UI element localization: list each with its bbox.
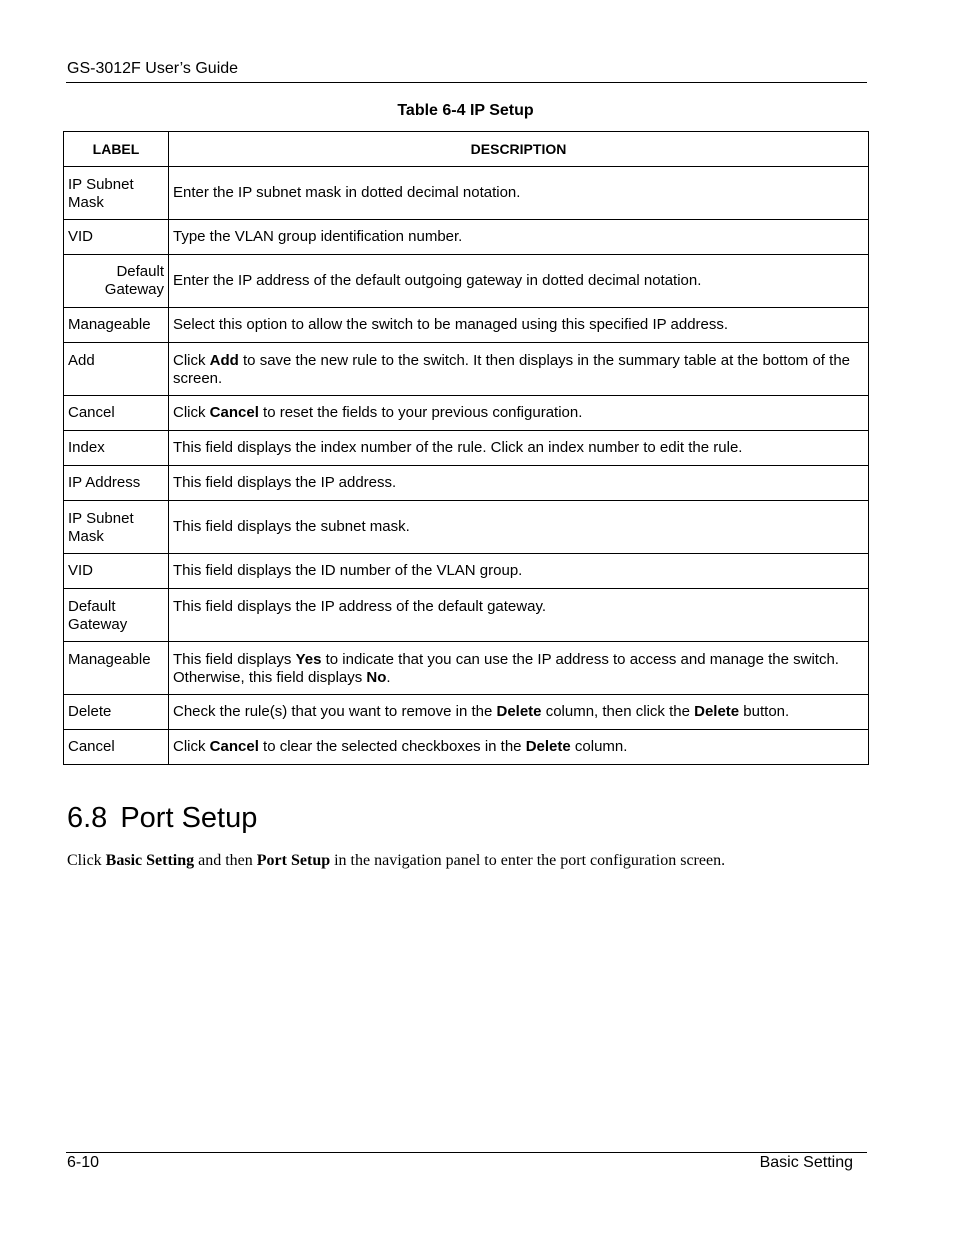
table-row [64, 695, 869, 730]
row-label: VID [64, 554, 169, 589]
row-label: IP Subnet Mask [64, 501, 169, 554]
desc-bold: Add [209, 352, 239, 369]
table-row [64, 554, 869, 589]
row-description [169, 466, 869, 501]
desc-text: column. [570, 738, 628, 755]
section-number: 6.8 [67, 802, 108, 835]
table-row [64, 642, 869, 695]
row-label: Manageable [64, 308, 169, 343]
table-row [64, 220, 869, 255]
row-label: Default Gateway [64, 589, 169, 642]
para-bold: Port Setup [256, 852, 331, 869]
row-label: Cancel [64, 396, 169, 431]
desc-text: Type the VLAN group identification number. [173, 228, 463, 245]
row-description [169, 589, 869, 642]
desc-text: This field displays [173, 651, 296, 668]
row-description [169, 501, 869, 554]
row-description [169, 167, 869, 220]
table-row [64, 255, 869, 308]
table-row [64, 501, 869, 554]
column-header-label: LABEL [64, 132, 169, 167]
table-row [64, 308, 869, 343]
desc-text: Enter the IP address of the default outgoing gateway in dotted decimal notation. [173, 272, 702, 289]
header-divider [66, 82, 867, 83]
footer-divider [66, 1152, 867, 1153]
desc-text: This field displays the index number of the rule. Click an index number to edit the rule. [173, 439, 743, 456]
desc-text: Check the rule(s) that you want to remove in the [173, 703, 497, 720]
column-header-description: DESCRIPTION [169, 132, 869, 167]
row-label: Manageable [64, 642, 169, 695]
desc-bold: Cancel [209, 404, 259, 421]
desc-text: Click [173, 738, 210, 755]
table-row [64, 167, 869, 220]
row-label: Cancel [64, 730, 169, 765]
footer-page-number: 6-10 [67, 1154, 100, 1171]
row-description [169, 308, 869, 343]
body-paragraph [67, 852, 867, 870]
desc-text: This field displays the IP address. [173, 474, 397, 491]
para-text: in the navigation panel to enter the port configuration screen. [330, 852, 726, 869]
desc-text: This field displays the ID number of the VLAN group. [173, 562, 523, 579]
desc-text: button. [739, 703, 790, 720]
table-row [64, 431, 869, 466]
row-label: Delete [64, 695, 169, 730]
desc-text: to save the new rule to the switch. It then displays in the summary table at the bottom of the screen. [173, 352, 850, 387]
desc-bold: Delete [694, 703, 740, 720]
ip-setup-table [63, 131, 869, 765]
row-description [169, 730, 869, 765]
row-description [169, 255, 869, 308]
row-label: Default Gateway [64, 255, 169, 308]
row-description [169, 220, 869, 255]
desc-text: to clear the selected checkboxes in the [258, 738, 526, 755]
section-heading [67, 802, 257, 835]
para-bold: Basic Setting [105, 852, 195, 869]
footer-chapter-title: Basic Setting [759, 1154, 853, 1171]
table-row [64, 343, 869, 396]
section-title: Port Setup [120, 802, 258, 835]
desc-text: Enter the IP subnet mask in dotted decimal notation. [173, 184, 521, 201]
desc-bold: Cancel [209, 738, 259, 755]
desc-text: . [386, 669, 391, 686]
desc-text: to reset the fields to your previous configuration. [258, 404, 583, 421]
row-description [169, 431, 869, 466]
desc-bold: Delete [496, 703, 542, 720]
table-caption: Table 6-4 IP Setup [397, 102, 534, 119]
table-row [64, 466, 869, 501]
desc-bold: Delete [525, 738, 571, 755]
desc-text: This field displays the IP address of the default gateway. [173, 598, 546, 615]
table-row [64, 730, 869, 765]
desc-text: This field displays the subnet mask. [173, 518, 410, 535]
row-label: Add [64, 343, 169, 396]
table-header-row [64, 132, 869, 167]
row-label: IP Subnet Mask [64, 167, 169, 220]
row-label: Index [64, 431, 169, 466]
row-description [169, 695, 869, 730]
table-row [64, 396, 869, 431]
desc-bold: No [366, 669, 387, 686]
para-text: and then [194, 852, 257, 869]
row-description [169, 554, 869, 589]
row-description [169, 343, 869, 396]
row-label: IP Address [64, 466, 169, 501]
desc-text: column, then click the [541, 703, 695, 720]
desc-text: Click [173, 352, 210, 369]
para-text: Click [67, 852, 106, 869]
desc-text: Select this option to allow the switch to be managed using this specified IP address. [173, 316, 729, 333]
table-row [64, 589, 869, 642]
row-description [169, 396, 869, 431]
row-label: VID [64, 220, 169, 255]
desc-bold: Yes [295, 651, 322, 668]
desc-text: Click [173, 404, 210, 421]
row-description [169, 642, 869, 695]
desc-text: to indicate that you can use the IP address to access and manage the switch. Otherwise, this field displays [173, 651, 839, 686]
page-header-title: GS-3012F User’s Guide [67, 60, 239, 77]
